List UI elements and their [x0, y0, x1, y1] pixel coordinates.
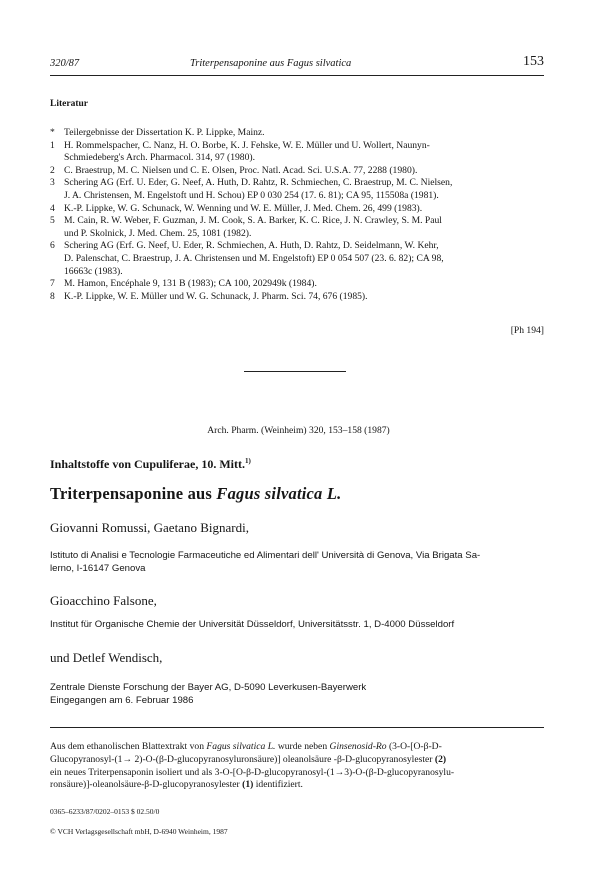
reference-item	[50, 240, 545, 278]
reference-number: 5	[50, 215, 55, 227]
reference-item	[50, 165, 545, 178]
abstract-text: ronsäure)]-oleanolsäure-β-D-glucopyranosylester	[50, 779, 243, 791]
reference-number: 3	[50, 177, 55, 189]
abstract-line-2	[50, 754, 546, 767]
reference-text-line: K.-P. Lippke, W. E. Müller und W. G. Schunack, J. Pharm. Sci. 74, 676 (1985).	[64, 290, 368, 302]
abstract-text: identifiziert.	[253, 779, 303, 791]
affiliation-1	[50, 549, 545, 575]
abstract-line-3: ein neues Triterpensaponin isoliert und als 3-O-[O-β-D-glucopyranosyl-(1→3)-O-(β-D-glucopyranosylu-	[50, 766, 455, 778]
reference-list	[50, 127, 545, 303]
header-running-title: Triterpensaponine aus Fagus silvatica	[190, 58, 352, 69]
abstract-rule	[50, 727, 544, 728]
abstract-line-4	[50, 779, 546, 792]
reference-text-line: und P. Skolnick, J. Med. Chem. 25, 1081 (1982).	[64, 227, 252, 239]
reference-text-line: C. Braestrup, M. C. Nielsen und C. E. Olsen, Proc. Natl. Acad. Sci. U.S.A. 77, 2288 (1980).	[64, 164, 418, 176]
reference-text-line: 16663c (1983).	[64, 265, 123, 277]
reference-item	[50, 291, 545, 304]
reference-number: 6	[50, 240, 55, 252]
reference-number: 8	[50, 290, 55, 302]
authors-1: Giovanni Romussi, Gaetano Bignardi,	[50, 520, 249, 535]
compound-1-label: (1)	[242, 779, 254, 791]
reference-item	[50, 215, 545, 240]
title-species: Fagus silvatica L.	[216, 484, 342, 503]
affiliation-3: Zentrale Dienste Forschung der Bayer AG, D-5090 Leverkusen-Bayerwerk	[50, 682, 367, 693]
reference-text-line: K.-P. Lippke, W. G. Schunack, W. Wenning und W. E. Müller, J. Med. Chem. 26, 499 (1983).	[64, 202, 423, 214]
manuscript-code: [Ph 194]	[510, 325, 544, 336]
issn-code: 0365–6233/87/0202–0153 $ 02.50/0	[50, 807, 160, 816]
reference-item	[50, 127, 545, 140]
reference-text-line: M. Cain, R. W. Weber, F. Guzman, J. M. Cook, S. A. Barker, K. C. Rice, J. N. Crawley, S. M. Paul	[64, 215, 442, 227]
literature-heading: Literatur	[50, 99, 88, 109]
copyright: © VCH Verlagsgesellschaft mbH, D-6940 Weinheim, 1987	[50, 827, 228, 836]
header-rule	[50, 75, 544, 76]
reference-text-line: M. Hamon, Encéphale 9, 131 B (1983); CA 100, 202949k (1984).	[64, 278, 317, 290]
page-number: 153	[523, 54, 544, 69]
reference-text-line: Schering AG (Erf. G. Neef, U. Eder, R. Schmiechen, A. Huth, D. Rahtz, D. Seidelmann, W. Kehr,	[64, 240, 439, 252]
title-main: Triterpensaponine aus	[50, 484, 217, 503]
series-footnote-mark: 1)	[245, 457, 251, 465]
reference-text-line: Schering AG (Erf. U. Eder, G. Neef, A. Huth, D. Rahtz, R. Schmiechen, C. Braestrup, M. C. Nielsen,	[64, 177, 453, 189]
reference-item	[50, 177, 545, 202]
abstract	[50, 741, 546, 792]
abstract-line-1	[50, 741, 546, 754]
reference-text-line: H. Rommelspacher, C. Nanz, H. O. Borbe, K. J. Fehske, W. E. Müller und U. Wollert, Naunyn-	[64, 139, 430, 151]
series-title	[50, 457, 251, 472]
reference-number: 1	[50, 139, 55, 151]
abstract-text: (3-O-[O-β-D-	[386, 741, 442, 752]
reference-item	[50, 278, 545, 291]
abstract-text: wurde neben	[275, 741, 330, 752]
reference-text-line: Teilergebnisse der Dissertation K. P. Lippke, Mainz.	[64, 127, 265, 138]
affiliation-1-line-2: lerno, I-16147 Genova	[50, 563, 146, 574]
received-date: Eingegangen am 6. Februar 1986	[50, 695, 194, 706]
reference-text-line: Schmiedeberg's Arch. Pharmacol. 314, 97 (1980).	[64, 152, 255, 164]
abstract-text: Glucopyranosyl-(1→ 2)-O-(β-D-glucopyranosyluronsäure)] oleanolsäure -β-D-glucopyranosylester	[50, 753, 435, 765]
reference-number: 7	[50, 278, 55, 290]
abstract-ginsenosid: Ginsenosid-Ro	[329, 741, 387, 752]
header-journal-ref: 320/87	[50, 58, 80, 69]
section-separator	[244, 371, 346, 372]
abstract-species: Fagus silvatica L.	[206, 741, 276, 752]
reference-text-line: J. A. Christensen, M. Engelstoft und H. Schou) EP 0 030 254 (17. 6. 81); CA 95, 115508a (1981).	[64, 189, 439, 201]
affiliation-2: Institut für Organische Chemie der Universität Düsseldorf, Universitätsstr. 1, D-4000 Düsseldorf	[50, 619, 455, 630]
reference-number: 2	[50, 164, 55, 176]
affiliation-1-line-1: Istituto di Analisi e Tecnologie Farmaceutiche ed Alimentari dell' Università di Genova, Via Brigata Sa-	[50, 550, 481, 561]
series-title-text: Inhaltstoffe von Cupuliferae, 10. Mitt.	[50, 457, 245, 471]
reference-text-line: D. Palenschat, C. Braestrup, J. A. Christensen und M. Engelstoft) EP 0 054 507 (23. 6. 82); CA 98,	[64, 252, 444, 264]
authors-2: Gioacchino Falsone,	[50, 593, 157, 608]
authors-3: und Detlef Wendisch,	[50, 650, 163, 665]
compound-2-label: (2)	[434, 753, 447, 765]
reference-item	[50, 203, 545, 216]
reference-item	[50, 140, 545, 165]
article-title	[50, 484, 341, 504]
reference-number: *	[50, 127, 55, 138]
abstract-text: Aus dem ethanolischen Blattextrakt von	[50, 741, 207, 752]
article-citation: Arch. Pharm. (Weinheim) 320, 153–158 (1987)	[207, 425, 390, 436]
reference-number: 4	[50, 202, 55, 214]
